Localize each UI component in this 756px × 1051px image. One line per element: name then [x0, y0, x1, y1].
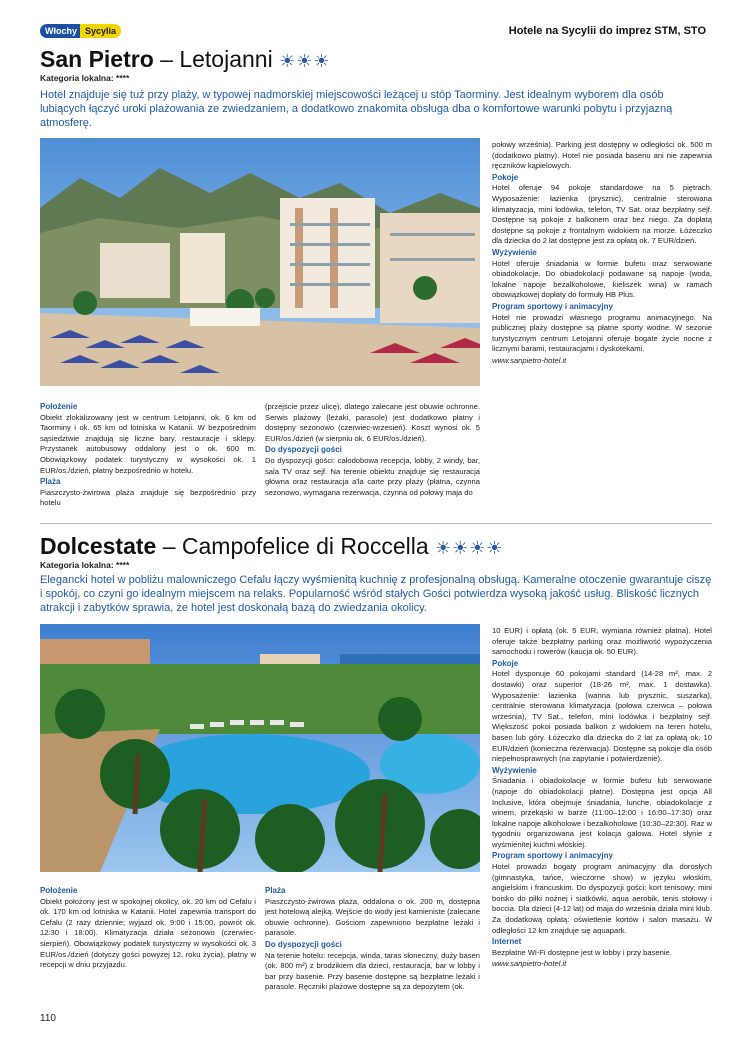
hotel1-location: – Letojanni [160, 46, 273, 72]
paragraph: Hotel oferuje 94 pokoje standardowe na 5 piętrach. Wyposażenie: łazienka (prysznic), centralnie sterowana klimatyzacja, mini lodówka, telefon, TV Sat. oraz bezpłatny sejf. Dostępne są pokoje z balkonem oraz bez niego. Za dopłatą dostępne są pokoje z frontalnym widokiem na morze. Łóżeczko dla dziecka do 2 lat dostępne jest za opłatą ok. 7 EUR/dzień. [492, 183, 712, 246]
page-number: 110 [40, 1013, 56, 1024]
hotel2-stars: ☀☀☀☀ [435, 538, 504, 558]
section-heading: Pokoje [492, 172, 519, 182]
section-heading: Plaża [265, 886, 286, 895]
hotel1-title [40, 46, 331, 73]
hotel2-column-2 [265, 886, 480, 993]
paragraph: Obiekt położony jest w spokojnej okolicy, ok. 20 km od Cefalu i ok. 170 km od lotniska w Katanii. Hotel zapewnia transport do Cefalu (2 razy dziennie; wyjazd ok. 9:00 i 15:00, powrót ok. 12:30 i 18:00). Klimatyzacja działa sezonowo (czerwiec-sierpień). Obowiązkowy podatek turystyczny w wysokości ok. 3 EUR/os./dzień (dotyczy gości powyżej 12. roku życia), płatny w recepcji w dniu przyjazdu. [40, 896, 256, 970]
hotel2-photo-image [40, 624, 480, 872]
section-heading: Wyżywienie [492, 247, 537, 257]
hotel1-column-2 [265, 402, 480, 498]
section-heading: Plaża [40, 477, 61, 487]
paragraph: Piaszczysto-żwirowa plaża znajduje się bezpośrednio przy hotelu [40, 487, 256, 508]
hotel2-photo [40, 624, 480, 872]
section-heading: Internet [492, 937, 522, 947]
header-title: Hotele na Sycylii do imprez STM, STO [508, 25, 706, 37]
paragraph: 10 EUR) i opłatą (ok. 5 EUR, wymiana również płatna). Hotel oferuje także bezpłatny parking oraz możliwość wypożyczenia samochodu i rowerów (kaucja ok. 50 EUR). [492, 626, 712, 657]
section-divider [40, 523, 712, 524]
tag-country: Włochy [40, 24, 82, 38]
paragraph: (przejście przez ulicę), dlatego zalecane jest obuwie ochronne. Serwis plażowy (leżaki, parasole) jest dodatkowo płatny i dostępny sezonowo (czerwiec-wrzesień). Koszt wynosi ok. 5 EUR/os./dzień (w sierpniu ok. 6 EUR/os./dzień). [265, 402, 480, 443]
hotel2-column-3 [492, 626, 712, 970]
hotel2-intro: Elegancki hotel w pobliżu malowniczego Cefalu łączy wyśmienitą kuchnię z profesjonalną obsługą. Kameralne otoczenie gwarantuje ciszę i spokój, co czyni go idealnym miejscem na relaks. Popularność wśród stałych Gości potwierdza wysoką jakość usług. Bliskość licznych atrakcji i zabytków sprawia, że hotel jest doskonałą bazą do zwiedzania okolicy. [40, 574, 712, 614]
section-heading: Do dyspozycji gości [265, 445, 342, 455]
paragraph: Do dyspozycji gości: całodobowa recepcja, lobby, 2 windy, bar, sala TV oraz sejf. Na terenie obiektu znajduje się restauracja główna oraz restauracja a'la carte przy plaży (płatna, czynna sezonowo, wymagana rezerwacja, czynna od połowy maja do [265, 455, 480, 497]
paragraph: Hotel dysponuje 60 pokojami standard (14-28 m², max. 2 dostawki) oraz superior (18-26 m², max. 1 dostawka). Wyposażenie: łazienka (wanna lub prysznic, suszarka), centralnie sterowana klimatyzacja (połowa czerwca – połowa września), TV Sat., telefon, mini lodówka i bezpłatny sejf. Większość pokoi posiada balkon z widokiem na teren hotelu, basen lub góry. Łóżeczko dla dziecka do 2 lat za opłatą ok. 10 EUR/dzień (konieczna rezerwacja). Dostępne są pokoje dla osób niepełnosprawnych (na zapytanie i potwierdzenie). [492, 669, 712, 764]
section-heading: Program sportowy i animacyjny [492, 851, 613, 861]
hotel2-location: – Campofelice di Roccella [162, 533, 429, 559]
hotel2-category: Kategoria lokalna: **** [40, 560, 130, 570]
hotel1-photo [40, 138, 480, 386]
paragraph: Bezpłatne Wi-Fi dostępne jest w lobby i przy basenie. [492, 947, 672, 957]
paragraph: Obiekt zlokalizowany jest w centrum Letojanni, ok. 6 km od Taorminy i ok. 65 km od lotniska w Katanii. W bezpośrednim sąsiedztwie znajdują się liczne bary, restauracje i sklepy. Przystanek autobusowy oddalony jest o ok. 600 m. Obowiązkowy podatek turystyczny w wysokości ok. 1 EUR/os./dzień, płatny bezpośrednio w hotelu. [40, 412, 256, 475]
hotel2-column-1 [40, 886, 256, 971]
tag-region: Sycylia [80, 24, 121, 38]
hotel1-column-3 [492, 140, 712, 366]
paragraph: Hotel nie prowadzi własnego programu animacyjnego. Na publicznej plaży dostępne są płatne sporty wodne. W sezonie turystycznym centrum Letojanni oferuje bogate życie nocne z licznymi barami, restauracjami i dyskotekami. [492, 312, 712, 354]
paragraph: Hotel prowadzi bogaty program animacyjny dla dorosłych (gimnastyka, tańce, wieczorne show) w języku włoskim, angielskim i francuskim. Do dyspozycji gości: kort tenisowy, mini boisko do piłki nożnej i siatkówki, aqua aerobik, tenis stołowy i boccia. Dla dzieci (4-12 lat) od maja do września działa mini klub. Za dodatkową opłatą: oświetlenie kortów i salon masażu. W odległości 12 km znajduje się aquapark. [492, 862, 712, 935]
paragraph: Piaszczysto-żwirowa plaża, oddalona o ok. 200 m, dostępna jest hotelową alejką. Wejście do wody jest kamieniste (zalecane obuwie ochronne). Gościom zapewniono bezpłatne leżaki i parasole. [265, 896, 480, 938]
section-heading: Pokoje [492, 658, 519, 668]
hotel1-stars: ☀☀☀ [279, 51, 331, 71]
hotel1-name: San Pietro [40, 46, 154, 72]
website-link: www.sanpietro-hotel.it [492, 959, 567, 969]
paragraph: Na terenie hotelu: recepcja, winda, taras słoneczny, duży basen (ok. 800 m²) z brodzikiem dla dzieci, restauracja, bar w lobby i bar przy basenie. Przy basenie dostępne są bezpłatne leżaki i parasole. Ręczniki plażowe dostępne są za depozytem (ok. [265, 950, 480, 992]
hotel1-category: Kategoria lokalna: **** [40, 73, 130, 83]
section-heading: Do dyspozycji gości [265, 939, 342, 949]
hotel1-column-1 [40, 402, 256, 509]
hotel1-intro: Hotel znajduje się tuż przy plaży, w typowej nadmorskiej miejscowości leżącej u stóp Taorminy. Jest idealnym wyborem dla osób lubiących łączyć uroki plażowania ze zwiedzaniem, a dodatkowo znakomita obsługa dba o komfortowe warunki pobytu i przyjazną atmosferę. [40, 89, 673, 129]
section-heading: Położenie [40, 402, 78, 411]
section-heading: Wyżywienie [492, 765, 537, 775]
hotel1-photo-image [40, 138, 480, 386]
paragraph: połowy września). Parking jest dostępny w odległości ok. 500 m (dodatkowo płatny). Hotel nie posiada basenu ani nie zapewnia ręczników kąpielowych. [492, 140, 712, 171]
website-link: www.sanpietro-hotel.it [492, 355, 567, 365]
hotel2-name: Dolcestate [40, 533, 157, 559]
paragraph: Hotel oferuje śniadania w formie bufetu oraz serwowane obiadokolacje. Do obiadokolacji podawane są napoje (woda, lokalne napoje bezalkoholowe, kieliszek wina) w ramach obowiązkowej dopłaty do formuły HB Plus. [492, 258, 712, 300]
paragraph: Śniadania i obiadokolacje w formie bufetu lub serwowane (napoje do obiadokolacji płatne). Dostępna jest opcja All Inclusive, która obejmuje śniadania, lunche, obiadokolacje z winem, przekąski w barze (11:00–12:00 i 16:00–17:30) oraz lokalne napoje alkoholowe i bezalkoholowe (10:30–22:30). Raz w tygodniu organizowana jest kolacja galowa. Hotel słynie z wyśmienitej kuchni włoskiej. [492, 776, 712, 849]
hotel2-title [40, 533, 504, 560]
section-heading: Położenie [40, 886, 78, 895]
section-heading: Program sportowy i animacyjny [492, 301, 613, 311]
